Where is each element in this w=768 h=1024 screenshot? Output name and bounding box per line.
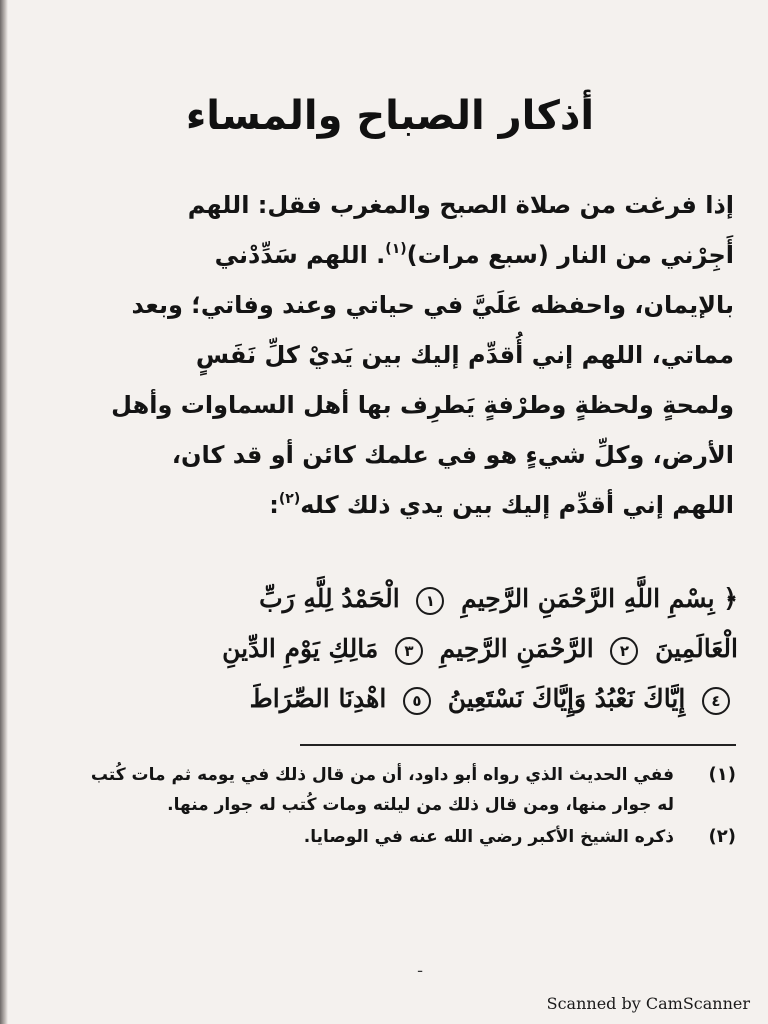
quran-line <box>62 624 738 674</box>
verse-text: الرَّحْمَنِ الرَّحِيمِ <box>439 634 594 663</box>
page-footer-mark: ـ <box>417 960 423 976</box>
page-title: أذكار الصباح والمساء <box>185 93 595 139</box>
footnote-ref-2[interactable]: (٢) <box>278 491 301 507</box>
footnotes <box>70 760 736 854</box>
body-line <box>62 480 734 530</box>
body-line-segment: : <box>269 491 279 519</box>
body-line: بالإيمان، واحفظه عَلَيَّ في حياتي وعند وفاتي؛ وبعد <box>131 291 734 319</box>
ayah-number-marker: ١ <box>416 587 444 615</box>
body-line: الأرض، وكلِّ شيءٍ هو في علمك كائن أو قد كان، <box>171 441 734 469</box>
quran-verses <box>62 574 738 724</box>
ayah-number-marker: ٥ <box>403 687 431 715</box>
footnote-1 <box>70 760 736 820</box>
quran-line <box>62 574 738 624</box>
verse-text: إِيَّاكَ نَعْبُدُ وَإِيَّاكَ نَسْتَعِينُ <box>447 684 686 713</box>
body-line: ولمحةٍ ولحظةٍ وطرْفةٍ يَطرِف بها أهل السماوات وأهل <box>111 391 734 419</box>
body-line: إذا فرغت من صلاة الصبح والمغرب فقل: اللهم <box>187 191 734 219</box>
verse-text: ﴿ بِسْمِ اللَّهِ الرَّحْمَنِ الرَّحِيمِ <box>461 584 738 613</box>
footnote-text: ففي الحديث الذي رواه أبو داود، أن من قال ذلك في يومه ثم مات كُتب له جوار منها، ومن قال ذلك من ليلته ومات كُتب له جوار منها. <box>90 765 674 815</box>
body-paragraph <box>62 180 734 530</box>
verse-text: الْحَمْدُ لِلَّهِ رَبِّ <box>259 584 400 613</box>
footnote-number: (٢) <box>708 826 736 847</box>
quran-line <box>62 674 738 724</box>
footnote-number: (١) <box>708 764 736 785</box>
body-line-segment: . اللهم سَدِّدْني <box>214 241 386 269</box>
verse-text: اهْدِنَا الصِّرَاطَ <box>249 684 387 713</box>
verse-text: الْعَالَمِينَ <box>655 634 738 663</box>
body-line-segment: أَجِرْني من النار (سبع مرات) <box>406 241 734 269</box>
footnote-divider <box>300 744 736 746</box>
scanner-watermark: Scanned by CamScanner <box>546 994 750 1013</box>
ayah-number-marker: ٤ <box>702 687 730 715</box>
ayah-number-marker: ٢ <box>610 637 638 665</box>
body-line <box>62 230 734 280</box>
body-line: مماتي، اللهم إني أُقدِّم إليك بين يَديْ كلِّ نَفَسٍ <box>195 341 734 369</box>
verse-text: مَالِكِ يَوْمِ الدِّينِ <box>222 634 379 663</box>
footnote-ref-1[interactable]: (١) <box>385 241 407 257</box>
footnote-text: ذكره الشيخ الأكبر رضي الله عنه في الوصايا. <box>303 827 674 847</box>
ayah-number-marker: ٣ <box>395 637 423 665</box>
body-line-segment: اللهم إني أقدِّم إليك بين يدي ذلك كله <box>300 491 734 519</box>
footnote-2 <box>70 822 736 852</box>
